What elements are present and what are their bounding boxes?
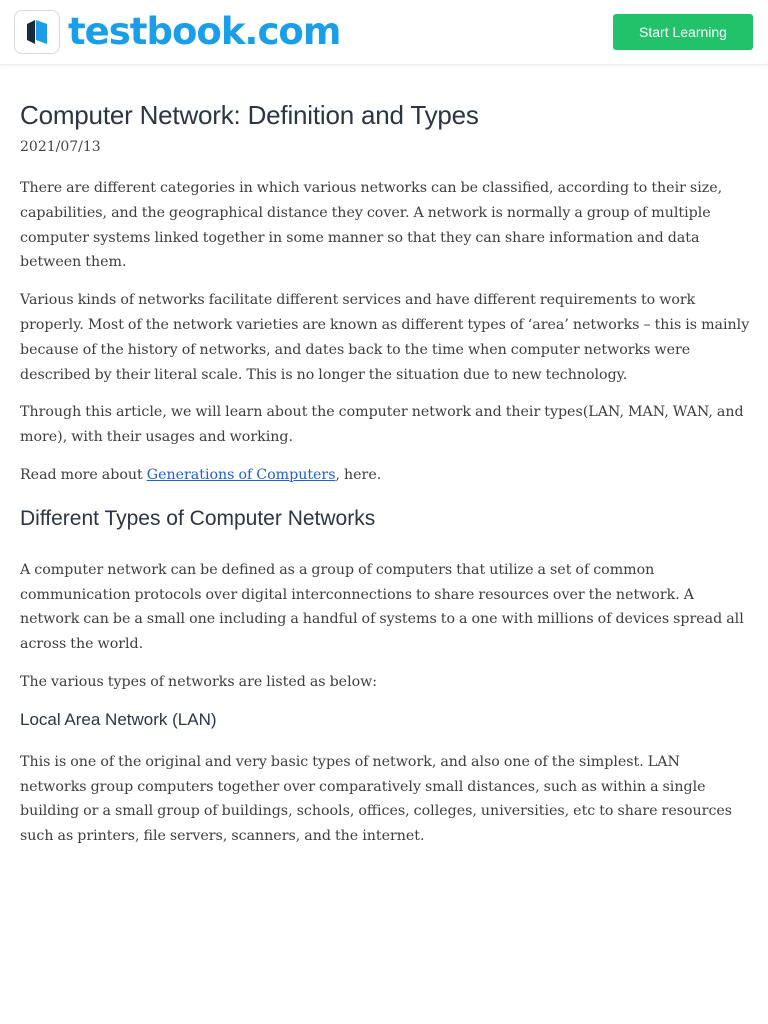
read-more-paragraph xyxy=(20,463,750,488)
generations-of-computers-link[interactable]: Generations of Computers xyxy=(146,466,336,483)
logo-wordmark: testbook.com xyxy=(68,10,341,53)
lan-paragraph: This is one of the original and very basic types of network, and also one of the simplest. LAN networks group computers together over comparatively small distances, such as within a single building or a small group of buildings, schools, offices, colleges, universities, etc to share resources such as printers, file servers, scanners, and the internet. xyxy=(20,753,733,845)
site-logo-link[interactable] xyxy=(14,9,340,55)
read-more-suffix: , here. xyxy=(335,466,382,483)
section-heading-types: Different Types of Computer Networks xyxy=(20,506,376,530)
article-title: Computer Network: Definition and Types xyxy=(20,100,479,130)
intro-paragraph-1: There are different categories in which various networks can be classified, according to their size, capabilities, and the geographical distance they cover. A network is normally a group of multiple computer systems linked together in some manner so that they can share information and data between them. xyxy=(20,180,723,271)
read-more-prefix: Read more about xyxy=(20,466,147,483)
article-date: 2021/07/13 xyxy=(20,139,101,155)
subsection-heading-lan: Local Area Network (LAN) xyxy=(20,709,217,729)
section-paragraph-1: A computer network can be defined as a group of computers that utilize a set of common communication protocols over digital interconnections to share resources over the network. A network can be a small one including a handful of systems to a one with millions of devices spread all across the world. xyxy=(20,561,744,653)
intro-paragraph-2: Various kinds of networks facilitate different services and have different requirements to work properly. Most of the network varieties are known as different types of ‘area’ networks – this is mainly because of the history of networks, and dates back to the time when computer networks were described by their literal scale. This is no longer the situation due to new technology. xyxy=(20,292,750,383)
article xyxy=(20,94,750,862)
site-header xyxy=(0,0,768,65)
intro-paragraph-3: Through this article, we will learn about the computer network and their types(LAN, MAN, WAN, and more), with their usages and working. xyxy=(20,404,744,446)
section-paragraph-2: The various types of networks are listed as below: xyxy=(20,673,378,690)
start-learning-button[interactable]: Start Learning xyxy=(613,14,753,50)
testbook-logo-icon xyxy=(14,10,60,54)
